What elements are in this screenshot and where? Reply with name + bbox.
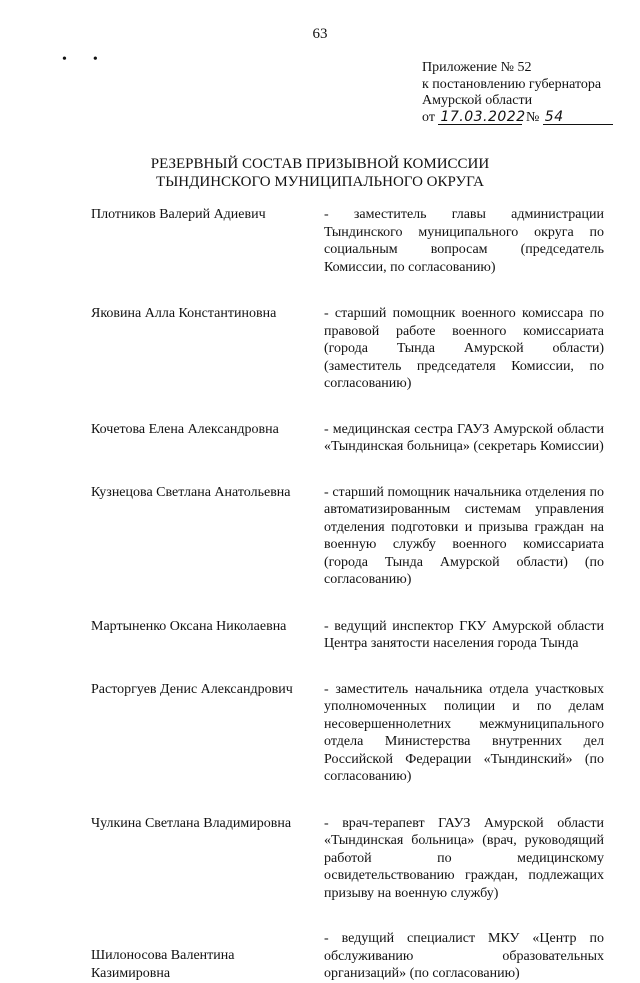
appendix-date-line bbox=[422, 110, 613, 127]
page-number: 63 bbox=[312, 26, 328, 42]
member-role: - ведущий инспектор ГКУ Амурской области Центра занятости населения города Тында bbox=[324, 618, 604, 651]
appendix-header bbox=[422, 60, 613, 126]
title-line-1: РЕЗЕРВНЫЙ СОСТАВ ПРИЗЫВНОЙ КОМИССИИ bbox=[150, 156, 490, 172]
scan-dots: •• bbox=[62, 52, 124, 67]
member-role: - медицинская сестра ГАУЗ Амурской области «Тындинская больница» (секретарь Комиссии) bbox=[324, 421, 604, 454]
member-name: Расторгуев Денис Александрович bbox=[91, 681, 293, 697]
title-line-2: ТЫНДИНСКОГО МУНИЦИПАЛЬНОГО ОКРУГА bbox=[156, 174, 484, 190]
member-role: - заместитель главы администрации Тындинского муниципального округа по социальным вопросам (председатель Комиссии, по согласованию) bbox=[324, 207, 604, 275]
member-entry bbox=[91, 618, 603, 653]
members-list bbox=[91, 206, 603, 983]
member-name: Кочетова Елена Александровна bbox=[91, 421, 279, 437]
member-entry bbox=[91, 421, 603, 456]
member-name: Мартыненко Оксана Николаевна bbox=[91, 618, 287, 634]
member-name: Плотников Валерий Адиевич bbox=[91, 207, 266, 222]
document-title bbox=[0, 155, 640, 191]
member-entry bbox=[91, 815, 603, 903]
member-entry bbox=[91, 206, 603, 276]
appendix-region: Амурской области bbox=[422, 93, 533, 108]
appendix-decree: к постановлению губернатора bbox=[422, 76, 602, 92]
member-role: - врач-терапевт ГАУЗ Амурской области «Тындинская больница» (врач, руководящий работой по медицинскому освидетельствованию граждан, подлежащих призыву на военную службу) bbox=[324, 815, 604, 901]
member-name: Яковина Алла Константиновна bbox=[91, 306, 277, 321]
member-role: - старший помощник военного комиссара по правовой работе военного комиссариата (города Тында Амурской области) (заместитель председателя Комиссии, по согласованию) bbox=[324, 306, 604, 391]
from-prefix: от bbox=[422, 109, 435, 125]
member-role: - ведущий специалист МКУ «Центр по обслуживанию образовательных организаций» (по согласованию) bbox=[324, 931, 604, 981]
handwritten-number: 54 bbox=[543, 110, 613, 125]
member-name: Шилоносова Валентина Казимировна bbox=[91, 948, 235, 981]
member-entry bbox=[91, 305, 603, 393]
handwritten-date: 17.03.2022 bbox=[440, 108, 526, 125]
member-name: Кузнецова Светлана Анатольевна bbox=[91, 484, 291, 500]
member-name: Чулкина Светлана Владимировна bbox=[91, 815, 292, 831]
member-entry bbox=[91, 930, 603, 983]
number-prefix: № bbox=[525, 109, 540, 125]
member-role: - старший помощник начальника отделения по автоматизированным системам управления отделения подготовки и призыва граждан на военную службу военного комиссариата (города Тында Амурской области) (по согласованию) bbox=[324, 484, 604, 587]
member-role: - заместитель начальника отдела участковых уполномоченных полиции и по делам несовершеннолетних межмуниципального отдела Министерства внутренних дел Российской Федерации «Тындинский» (по согласованию) bbox=[324, 681, 604, 784]
appendix-number: Приложение № 52 bbox=[422, 60, 532, 75]
member-entry bbox=[91, 681, 603, 786]
member-entry bbox=[91, 484, 603, 589]
